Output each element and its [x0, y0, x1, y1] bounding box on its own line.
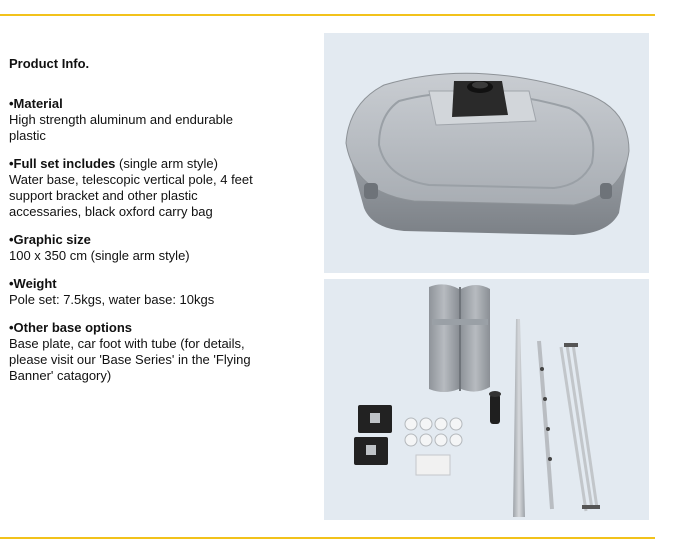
- full-set-section: [9, 156, 309, 220]
- water-base-illustration: [324, 33, 649, 273]
- water-base-photo: [324, 33, 649, 273]
- product-info-panel: [9, 56, 309, 396]
- graphic-size-heading: •Graphic size: [9, 232, 91, 247]
- material-heading: •Material: [9, 96, 63, 111]
- other-base-heading: •Other base options: [9, 320, 133, 335]
- kit-components-photo: [324, 279, 649, 520]
- material-section: [9, 96, 309, 144]
- product-info-title: Product Info.: [9, 56, 90, 71]
- bottom-divider: [0, 537, 655, 539]
- graphic-size-text: 100 x 350 cm (single arm style): [9, 248, 190, 263]
- weight-text: Pole set: 7.5kgs, water base: 10kgs: [9, 292, 215, 307]
- top-divider: [0, 14, 655, 16]
- weight-section: [9, 276, 309, 308]
- other-base-section: [9, 320, 309, 384]
- graphic-size-section: [9, 232, 309, 264]
- kit-components-illustration: [324, 279, 649, 520]
- full-set-text: Water base, telescopic vertical pole, 4 feet support bracket and other plastic accessaries, black oxford carry bag: [9, 172, 253, 219]
- material-text: High strength aluminum and endurable plastic: [9, 112, 234, 143]
- full-set-heading: •Full set includes: [9, 156, 116, 171]
- other-base-text: Base plate, car foot with tube (for details, please visit our 'Base Series' in the 'Flying Banner' catagory): [9, 336, 251, 383]
- weight-heading: •Weight: [9, 276, 57, 291]
- full-set-note: (single arm style): [115, 156, 218, 171]
